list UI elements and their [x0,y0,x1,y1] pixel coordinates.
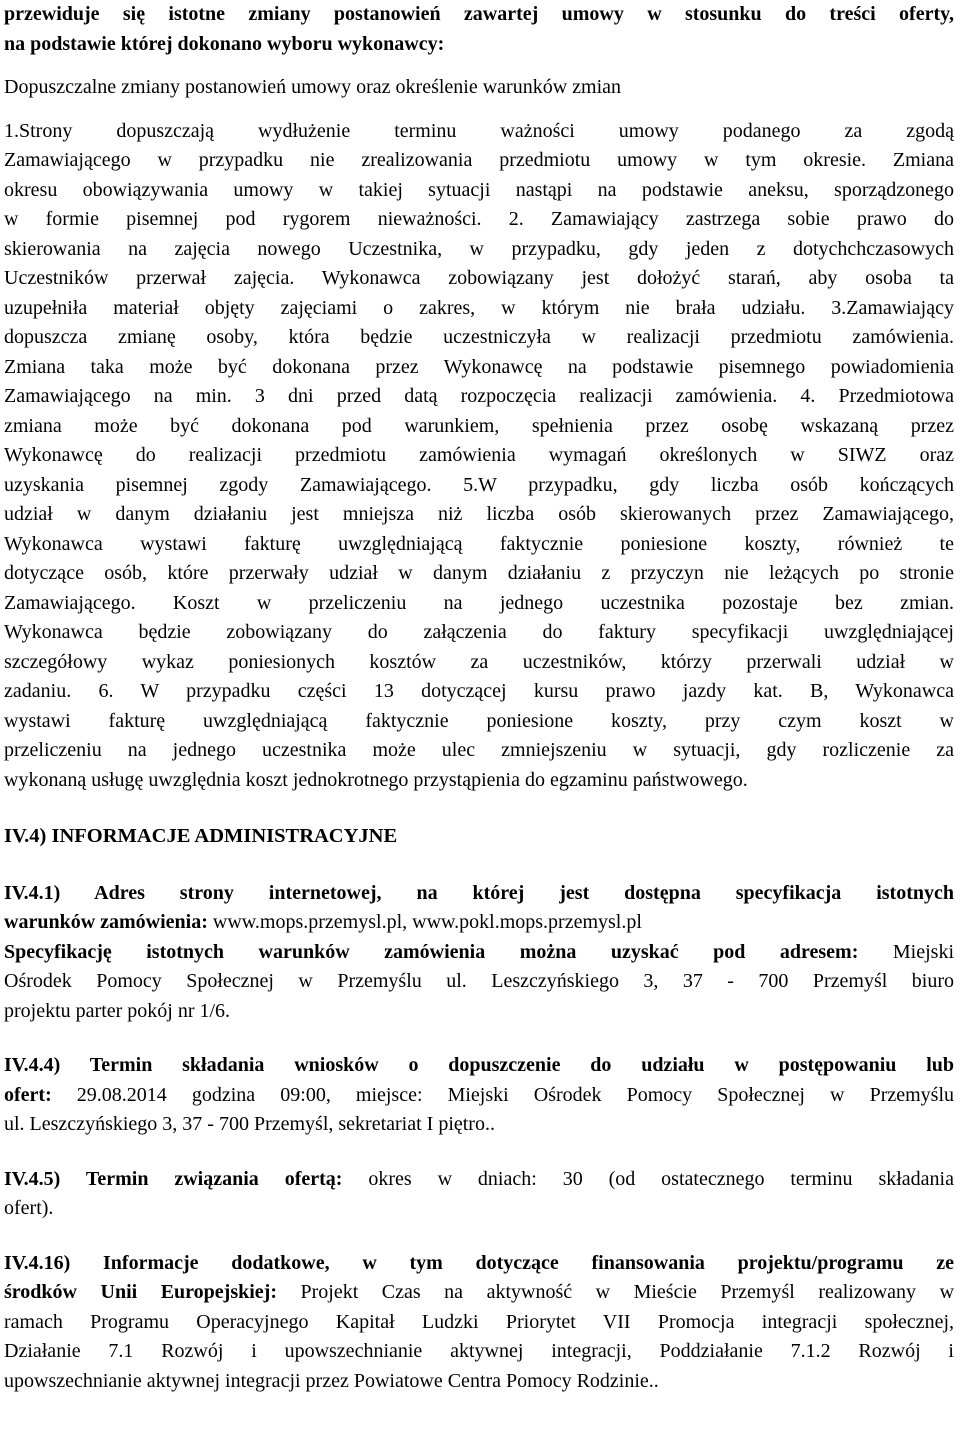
iv41-bold-1: IV.4.1) Adres strony internetowej, na której jest dostępna specyfikacja istotnych [4,881,954,904]
changes-body-line: Zamawiającego. Koszt w przeliczeniu na jednego uczestnika pozostaje bez zmian. [4,591,954,614]
iv44-line-3: ul. Leszczyńskiego 3, 37 - 700 Przemyśl, sekretariat I piętro.. [4,1113,495,1135]
changes-body-line: udział w danym działaniu jest mniejsza niż liczba osób skierowanych przez Zamawiającego, [4,503,954,525]
intro-line-1: przewiduje się istotne zmiany postanowień zawartej umowy w stosunku do treści oferty, [4,3,954,25]
iv44-line-1 [4,1051,954,1081]
intro-paragraph [4,0,954,59]
changes-body-line: w formie pisemnej pod rygorem nieważności. 2. Zamawiający zastrzega sobie prawo do [4,208,954,230]
changes-body-line: uzupełniła materiał objęty zajęciami o zakres, w którym nie brała udziału. 3.Zamawiający [4,296,954,319]
iv416-bold-2: środków Unii Europejskiej: [4,1281,277,1303]
iv416-line-2 [4,1278,954,1308]
iv416-line-5: upowszechnianie aktywnej integracji przez Powiatowe Centra Pomocy Rodzinie.. [4,1369,659,1392]
iv41-bold-2: warunków zamówienia: [4,911,208,933]
changes-body-line: szczegółowy wykaz poniesionych kosztów za uczestników, którzy przerwali udział w [4,650,954,673]
iv416-line-1 [4,1249,954,1279]
changes-body-line: zmiana może być dokonana pod warunkiem, spełnienia przez osobę wskazaną przez [4,414,954,437]
iv416-line-4: Działanie 7.1 Rozwój i upowszechnianie aktywnej integracji, Poddziałanie 7.1.2 Rozwój i [4,1340,954,1362]
changes-body-line: dopuszcza zmianę osoby, która będzie uczestniczyła w realizacji przedmiotu zamówienia. [4,326,954,348]
iv416-line-2-rest: Projekt Czas na aktywność w Mieście Przemyśl realizowany w [277,1281,955,1303]
iv41-bold-3: Specyfikację istotnych warunków zamówienia można uzyskać pod adresem: [4,940,859,963]
iv41-line-5: projektu parter pokój nr 1/6. [4,999,231,1022]
changes-body-line: 1.Strony dopuszczają wydłużenie terminu ważności umowy podanego za zgodą [4,119,954,142]
iv41-line-4: Ośrodek Pomocy Społecznej w Przemyślu ul. Leszczyńskiego 3, 37 - 700 Przemyśl biuro [4,970,954,992]
changes-body-line: Wykonawca wystawi fakturę uwzględniającą faktycznie poniesione koszty, również te [4,532,954,555]
section-iv-4-5 [4,1165,954,1224]
changes-body-line: uzyskania pisemnej zgody Zamawiającego. 5.W przypadku, gdy liczba osób kończących [4,473,954,496]
changes-body-line: Zmiana taka może być dokonana przez Wykonawcę na podstawie pisemnego powiadomienia [4,355,954,378]
iv44-bold-1: IV.4.4) Termin składania wniosków o dopuszczenie do udziału w postępowaniu lub [4,1054,954,1076]
changes-body-line: przeliczeniu na jednego uczestnika może ulec zmniejszeniu w sytuacji, gdy rozliczenie za [4,739,954,761]
iv44-bold-2: ofert: [4,1083,52,1106]
iv41-line-2 [4,908,954,938]
iv44-line-2 [4,1081,954,1111]
iv416-bold-1: IV.4.16) Informacje dodatkowe, w tym dotyczące finansowania projektu/programu ze [4,1251,954,1274]
section-iv-4-1 [4,879,954,1027]
section-heading-text: IV.4) INFORMACJE ADMINISTRACYJNE [4,825,398,847]
changes-body-line: Zamawiającego w przypadku nie zrealizowania przedmiotu umowy w tym okresie. Zmiana [4,149,954,171]
iv416-line-3: ramach Programu Operacyjnego Kapitał Ludzki Priorytet VII Promocja integracji społecznej, [4,1310,954,1333]
iv41-line-1 [4,879,954,909]
changes-body-line: zadaniu. 6. W przypadku części 13 dotyczącej kursu prawo jazdy kat. B, Wykonawca [4,680,954,702]
iv41-urls: www.mops.przemysl.pl, www.pokl.mops.przemysl.pl [207,911,642,933]
section-iv-4-4 [4,1051,954,1140]
changes-body-line: wystawi fakturę uwzględniającą faktycznie poniesione koszty, przy czym koszt w [4,709,954,732]
changes-body-line: wykonaną usługę uwzględnia koszt jednokrotnego przystąpienia do egzaminu państwowego. [4,768,748,791]
document-page [4,0,954,1396]
iv45-bold: IV.4.5) Termin związania ofertą: [4,1167,343,1190]
changes-body-line: Zamawiającego na min. 3 dni przed datą rozpoczęcia realizacji zamówienia. 4. Przedmiotowa [4,385,954,407]
iv45-line-2: ofert). [4,1197,54,1219]
intro-line-2: na podstawie której dokonano wyboru wykonawcy: [4,32,445,55]
changes-body-line: okresu obowiązywania umowy w takiej sytuacji nastąpi na podstawie aneksu, sporządzonego [4,178,954,201]
changes-body-paragraph [4,117,954,796]
section-heading [4,822,954,852]
iv45-line-1-rest: okres w dniach: 30 (od ostatecznego terminu składania [342,1167,954,1190]
changes-body-line: skierowania na zajęcia nowego Uczestnika, w przypadku, gdy jeden z dotychchczasowych [4,237,954,260]
iv41-line-3-rest: Miejski [858,940,954,963]
changes-body-line: Uczestników przerwał zajęcia. Wykonawca zobowiązany jest dołożyć starań, aby osoba ta [4,267,954,289]
changes-body-line: Wykonawcę do realizacji przedmiotu zamówienia wymagań określonych w SIWZ oraz [4,444,954,466]
section-iv-4-16 [4,1249,954,1397]
iv44-line-2-rest: 29.08.2014 godzina 09:00, miejsce: Miejski Ośrodek Pomocy Społecznej w Przemyślu [51,1083,954,1106]
iv41-line-3 [4,938,954,968]
changes-heading-text: Dopuszczalne zmiany postanowień umowy oraz określenie warunków zmian [4,76,622,98]
iv45-line-1 [4,1165,954,1195]
changes-heading [4,73,954,103]
changes-body-line: Wykonawca będzie zobowiązany do załączenia do faktury specyfikacji uwzględniającej [4,621,954,643]
changes-body-line: dotyczące osób, które przerwały udział w danym działaniu z przyczyn nie leżących po stronie [4,562,954,584]
